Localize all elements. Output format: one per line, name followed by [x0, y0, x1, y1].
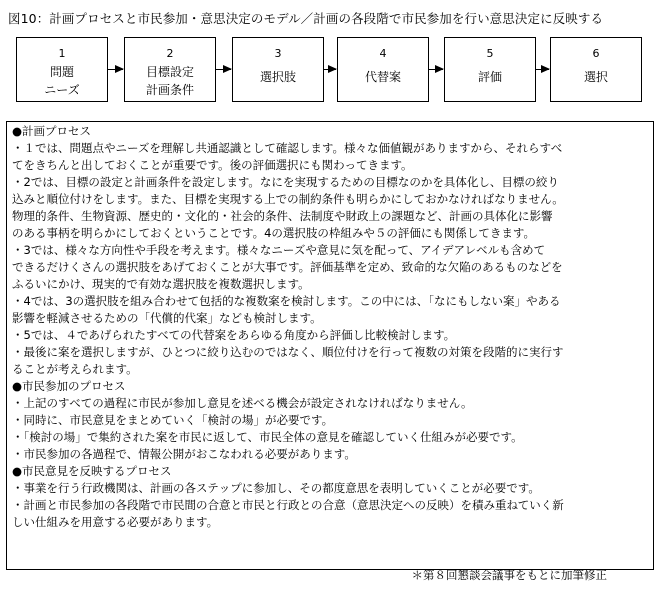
step-box-3 — [232, 37, 324, 102]
bullet-line: ・同時に、市民意見をまとめていく「検討の場」が必要です。 — [12, 413, 334, 427]
bullet-item — [12, 293, 647, 327]
bullet-line: ・上記のすべての過程に市民が参加し意見を述べる機会が設定されなければなりません。 — [12, 396, 473, 410]
bullet-line: ・4では、3の選択肢を組み合わせて包括的な複数案を検討します。この中には、「なにもしない案」やある — [12, 294, 561, 308]
step-box-1 — [16, 37, 108, 102]
bullet-line: のある事柄を明らかにしておくということです。4の選択肢の枠組みや５の評価にも関係してきます。 — [12, 226, 535, 240]
section-title: ●計画プロセス — [12, 124, 92, 138]
bullet-line: 込みと順位付けをします。また、目標を実現する上での制約条件も明らかにしておかなければなりません。 — [12, 192, 564, 206]
bullet-item — [12, 327, 647, 344]
explanation-panel — [6, 121, 654, 570]
sections-container — [12, 123, 647, 531]
step-label: 問題 ニーズ — [44, 65, 80, 97]
figure-title: 図10：計画プロセスと市民参加・意思決定のモデル／計画の各段階で市民参加を行い意思決定に反映する — [8, 11, 604, 26]
step-number: 5 — [486, 47, 494, 60]
bullet-item — [12, 446, 647, 463]
bullet-line: 物理的条件、生物資源、歴史的・文化的・社会的条件、法制度や財政上の課題など、計画の具体化に影響 — [12, 209, 553, 223]
bullet-line: ふるいにかけ、現実的で有効な選択肢を複数選択します。 — [12, 277, 310, 291]
step-number: 3 — [274, 47, 282, 60]
bullet-item — [12, 174, 647, 242]
step-number: 2 — [166, 47, 174, 60]
flow-arrow-icon — [216, 69, 231, 70]
bullet-line: ・3では、様々な方向性や手段を考えます。様々なニーズや意見に気を配って、アイデアレベルも含めて — [12, 243, 546, 257]
step-box-4 — [337, 37, 429, 102]
bullet-line: ・2では、目標の設定と計画条件を設定します。なにを実現するための目標なのかを具体化し、目標の絞り — [12, 175, 559, 189]
step-number: 1 — [58, 47, 66, 60]
bullet-line: ・計画と市民参加の各段階で市民間の合意と市民と行政との合意（意思決定への反映）を積み重ねていく新 — [12, 498, 564, 512]
bullet-line: ・１では、問題点やニーズを理解し共通認識として確認します。様々な価値観がありますから、それらすべ — [12, 141, 563, 155]
bullet-line: てをきちんと出しておくことが重要です。後の評価選択にも関わってきます。 — [12, 158, 413, 172]
bullet-item — [12, 140, 647, 174]
section-title: ●市民意見を反映するプロセス — [12, 464, 172, 478]
bullet-item — [12, 395, 647, 412]
bullet-line: ることが考えられます。 — [12, 362, 138, 376]
flow-arrow-icon — [536, 69, 549, 70]
step-label: 代替案 — [364, 70, 401, 84]
bullet-line: ・5では、４であげられたすべての代替案をあらゆる角度から評価し比較検討します。 — [12, 328, 456, 342]
bullet-line: 影響を軽減させるための「代償的代案」なども検討します。 — [12, 311, 322, 325]
bullet-line: しい仕組みを用意する必要があります。 — [12, 515, 219, 529]
bullet-item — [12, 344, 647, 378]
step-number: 4 — [379, 47, 387, 60]
step-box-6 — [550, 37, 642, 102]
step-number: 6 — [592, 47, 600, 60]
step-label: 選択 — [583, 70, 608, 84]
bullet-item — [12, 412, 647, 429]
bullet-line: ・市民参加の各過程で、情報公開がおこなわれる必要があります。 — [12, 447, 356, 461]
step-label: 目標設定 計画条件 — [145, 65, 194, 97]
step-label: 選択肢 — [259, 70, 296, 84]
bullet-line: ・「検討の場」で集約された案を市民に返して、市民全体の意見を確認していく仕組みが必要です。 — [12, 430, 523, 444]
source-note: ＊第８回懇談会議事をもとに加筆修正 — [411, 568, 607, 582]
flow-arrow-icon — [108, 69, 123, 70]
bullet-item — [12, 242, 647, 293]
step-box-2 — [124, 37, 216, 102]
bullet-line: できるだけくさんの選択肢をあげておくことが大事です。評価基準を定め、致命的な欠陥のあるものなどを — [12, 260, 563, 274]
bullet-line: ・最後に案を選択しますが、ひとつに絞り込むのではなく、順位付けを行って複数の対策を段階的に実行す — [12, 345, 564, 359]
step-label: 評価 — [477, 70, 502, 84]
bullet-item — [12, 429, 647, 446]
section-title: ●市民参加のプロセス — [12, 379, 126, 393]
step-box-5 — [444, 37, 536, 102]
flow-arrow-icon — [324, 69, 336, 70]
bullet-item — [12, 480, 647, 497]
flow-arrow-icon — [429, 69, 443, 70]
bullet-item — [12, 497, 647, 531]
bullet-line: ・事業を行う行政機関は、計画の各ステップに参加し、その都度意思を表明していくことが必要です。 — [12, 481, 540, 495]
